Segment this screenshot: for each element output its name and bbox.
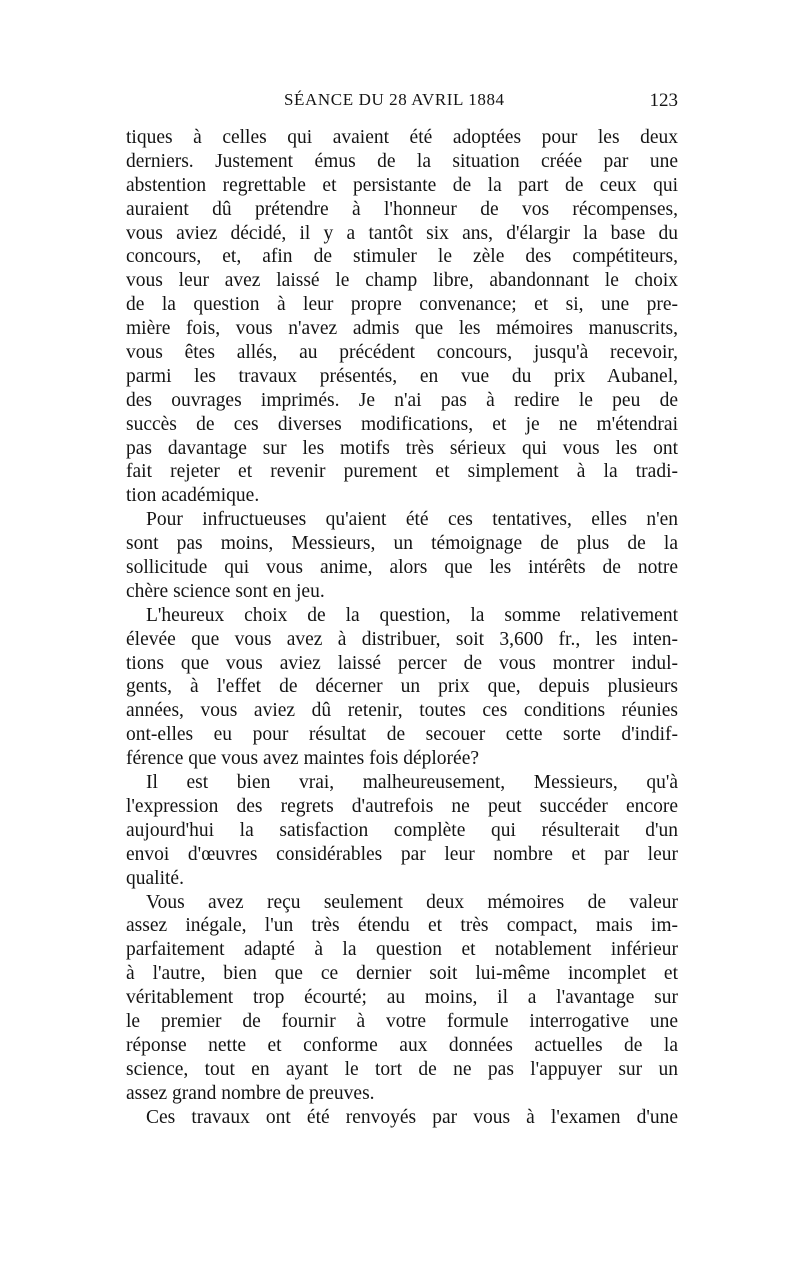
text-line: de la question à leur propre convenance; et si, une pre- [126, 294, 678, 316]
text-line: tion académique. [126, 485, 260, 507]
text-line: assez inégale, l'un très étendu et très compact, mais im- [126, 915, 678, 937]
text-line: véritablement trop écourté; au moins, il a l'avantage sur [126, 987, 678, 1009]
text-line: ont-elles eu pour résultat de secouer cette sorte d'indif- [126, 724, 678, 746]
text-line: succès de ces diverses modifications, et je ne m'étendrai [126, 413, 678, 435]
body-text [126, 126, 678, 1129]
text-line: l'expression des regrets d'autrefois ne peut succéder encore [126, 795, 678, 817]
text-line: auraient dû prétendre à l'honneur de vos récompenses, [126, 198, 678, 220]
text-line: parfaitement adapté à la question et notablement inférieur [126, 939, 678, 961]
text-line: élevée que vous avez à distribuer, soit 3,600 fr., les inten- [126, 628, 678, 650]
paragraph [126, 508, 678, 604]
text-line: vous leur avez laissé le champ libre, abandonnant le choix [126, 270, 678, 292]
running-head: SÉANCE DU 28 AVRIL 1884 [284, 90, 505, 109]
text-line: sont pas moins, Messieurs, un témoignage de plus de la [126, 533, 678, 555]
text-line: tions que vous aviez laissé percer de vous montrer indul- [126, 652, 678, 674]
paragraph [126, 126, 678, 508]
page-header [126, 90, 678, 118]
text-line: gents, à l'effet de décerner un prix que, depuis plusieurs [126, 676, 678, 698]
text-line: fait rejeter et revenir purement et simplement à la tradi- [126, 461, 678, 483]
text-line: parmi les travaux présentés, en vue du prix Aubanel, [126, 365, 678, 387]
text-line: Pour infructueuses qu'aient été ces tentatives, elles n'en [146, 509, 678, 531]
text-line: pas davantage sur les motifs très sérieux qui vous les ont [126, 437, 678, 459]
text-line: des ouvrages imprimés. Je n'ai pas à redire le peu de [126, 389, 678, 411]
text-line: tiques à celles qui avaient été adoptées pour les deux [126, 127, 678, 148]
paragraph [126, 891, 678, 1106]
text-line: envoi d'œuvres considérables par leur nombre et par leur [126, 843, 678, 865]
text-line: concours, et, afin de stimuler le zèle des compétiteurs, [126, 246, 678, 268]
text-line: Ces travaux ont été renvoyés par vous à l'examen d'une [146, 1106, 678, 1128]
text-line: mière fois, vous n'avez admis que les mémoires manuscrits, [126, 318, 678, 340]
text-line: L'heureux choix de la question, la somme relativement [146, 604, 678, 626]
text-line: abstention regrettable et persistante de la part de ceux qui [126, 174, 678, 196]
paragraph [126, 604, 678, 771]
text-line: à l'autre, bien que ce dernier soit lui-même incomplet et [126, 963, 678, 985]
text-line: chère science sont en jeu. [126, 580, 325, 602]
text-line: Il est bien vrai, malheureusement, Messieurs, qu'à [146, 772, 678, 794]
text-line: aujourd'hui la satisfaction complète qui résulterait d'un [126, 819, 678, 841]
text-line: vous aviez décidé, il y a tantôt six ans, d'élargir la base du [126, 222, 678, 244]
text-line: le premier de fournir à votre formule interrogative une [126, 1010, 678, 1032]
page-number: 123 [649, 90, 678, 111]
text-line: sollicitude qui vous anime, alors que les intérêts de notre [126, 557, 678, 579]
text-line: Vous avez reçu seulement deux mémoires de valeur [146, 891, 678, 913]
paragraph [126, 771, 678, 890]
text-line: science, tout en ayant le tort de ne pas l'appuyer sur un [126, 1058, 678, 1080]
text-line: années, vous aviez dû retenir, toutes ces conditions réunies [126, 700, 678, 722]
text-line: assez grand nombre de preuves. [126, 1082, 375, 1104]
text-line: réponse nette et conforme aux données actuelles de la [126, 1034, 678, 1056]
text-line: vous êtes allés, au précédent concours, jusqu'à recevoir, [126, 342, 678, 364]
paragraph [126, 1106, 678, 1130]
text-line: derniers. Justement émus de la situation créée par une [126, 150, 678, 172]
text-line: qualité. [126, 867, 184, 889]
text-line: férence que vous avez maintes fois déplorée? [126, 748, 479, 770]
